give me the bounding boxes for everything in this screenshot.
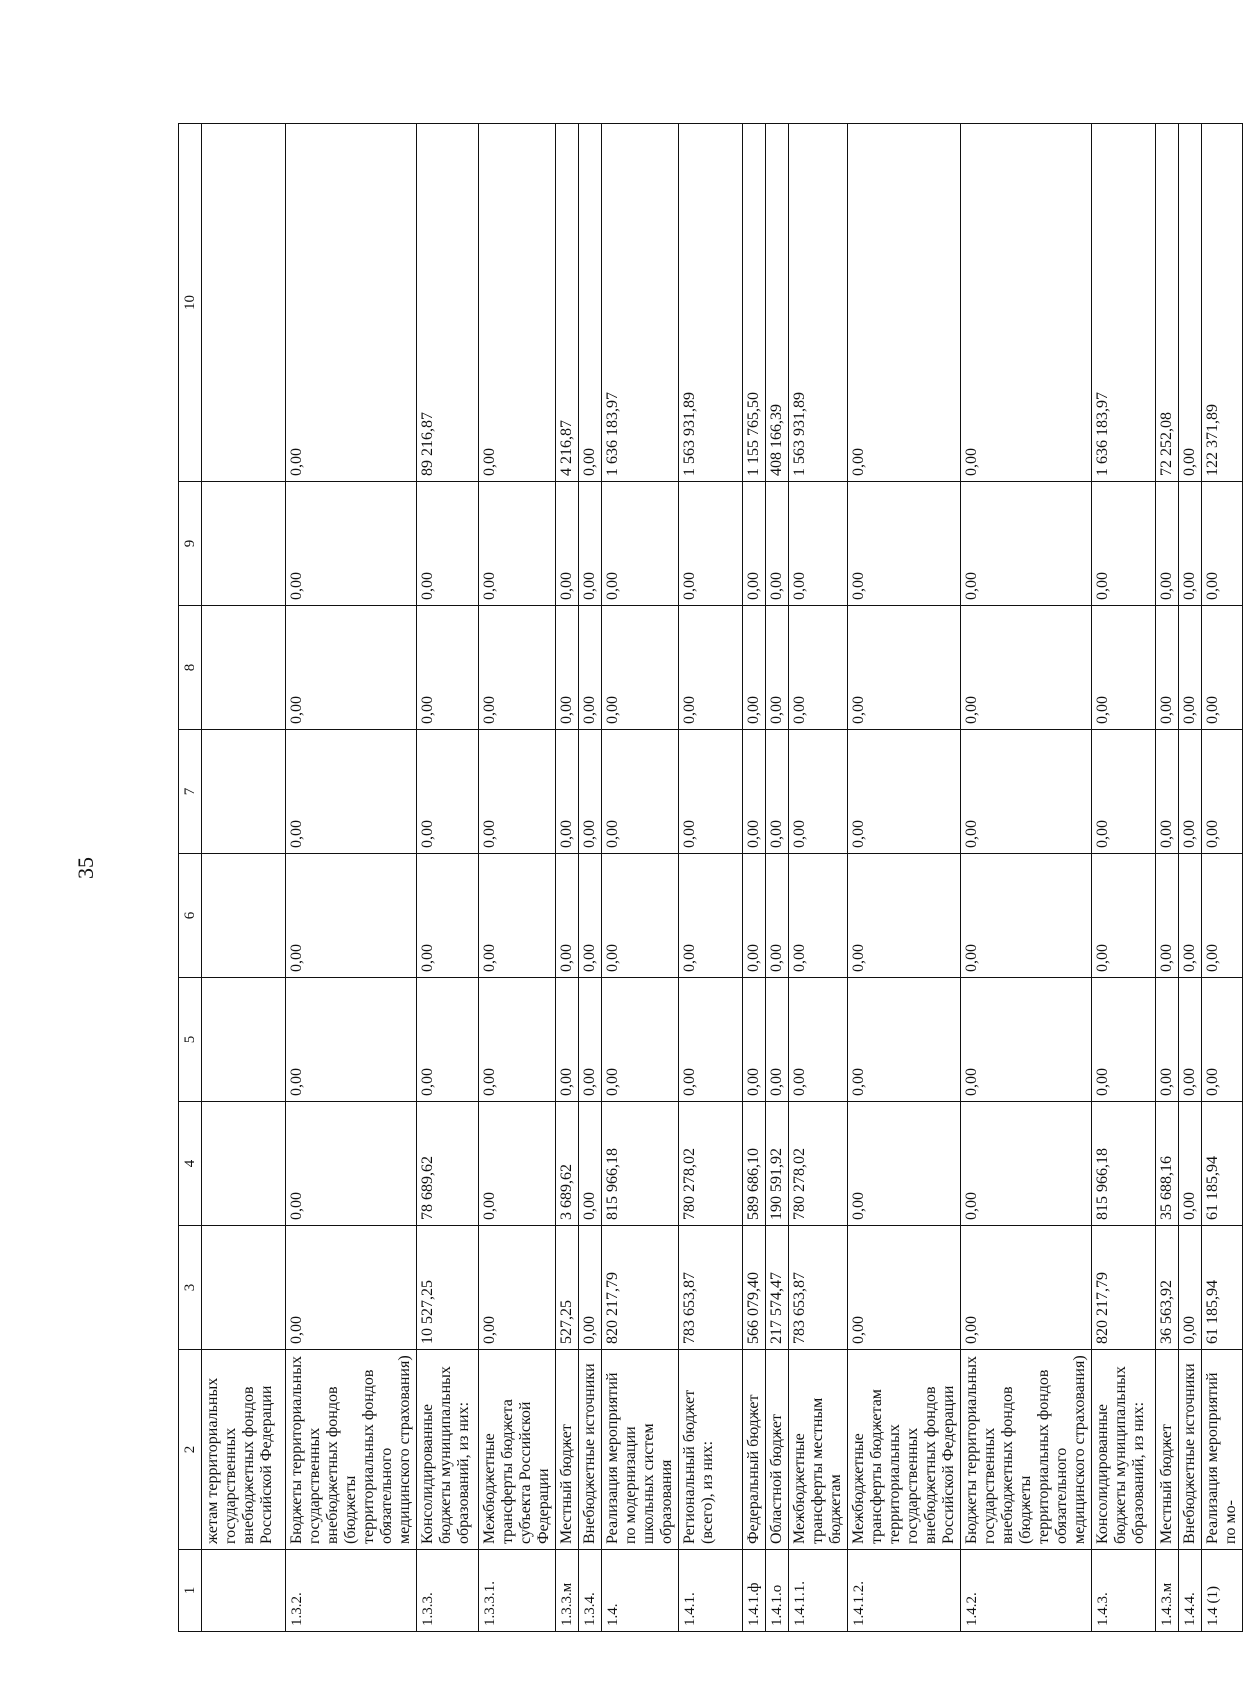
value-cell: 0,00 xyxy=(1092,482,1156,606)
value-cell: 0,00 xyxy=(417,854,479,978)
row-code: 1.3.3.м xyxy=(556,1550,579,1632)
value-cell xyxy=(202,730,286,854)
table-row xyxy=(789,124,848,1632)
value-cell: 0,00 xyxy=(961,124,1092,482)
value-cell: 61 185,94 xyxy=(1202,1102,1243,1226)
row-description: Бюджеты территориальных государственных внебюджетных фондов (бюджеты территориальных фондов обязательного медицинского страхования) xyxy=(286,1350,417,1550)
row-code: 1.4. xyxy=(602,1550,679,1632)
value-cell: 0,00 xyxy=(602,730,679,854)
table-row xyxy=(602,124,679,1632)
row-code: 1.3.2. xyxy=(286,1550,417,1632)
row-description: Местный бюджет xyxy=(1156,1350,1179,1550)
value-cell xyxy=(202,482,286,606)
row-description: Федеральный бюджет xyxy=(743,1350,766,1550)
row-description: Межбюджетные трансферты бюджетам территориальных государственных внебюджетных фондов Российской Федерации xyxy=(848,1350,961,1550)
table-row xyxy=(1156,124,1179,1632)
value-cell: 0,00 xyxy=(743,606,766,730)
header-row xyxy=(179,124,202,1632)
value-cell: 0,00 xyxy=(848,124,961,482)
row-code: 1.3.3.1. xyxy=(479,1550,556,1632)
value-cell xyxy=(202,1226,286,1350)
value-cell: 783 653,87 xyxy=(789,1226,848,1350)
value-cell: 0,00 xyxy=(579,730,602,854)
value-cell: 0,00 xyxy=(1179,606,1202,730)
table-row xyxy=(848,124,961,1632)
value-cell: 0,00 xyxy=(1092,606,1156,730)
header-cell: 4 xyxy=(179,1102,202,1226)
value-cell: 4 216,87 xyxy=(556,124,579,482)
row-description: Местный бюджет xyxy=(556,1350,579,1550)
row-code: 1.4.1.ф xyxy=(743,1550,766,1632)
value-cell: 0,00 xyxy=(789,978,848,1102)
value-cell: 0,00 xyxy=(286,854,417,978)
value-cell: 0,00 xyxy=(1179,124,1202,482)
value-cell xyxy=(202,606,286,730)
row-description: Консолидированные бюджеты муниципальных образований, из них: xyxy=(1092,1350,1156,1550)
row-code: 1.4 (1) xyxy=(1202,1550,1243,1632)
value-cell: 527,25 xyxy=(556,1226,579,1350)
value-cell: 0,00 xyxy=(1202,730,1243,854)
table-row xyxy=(743,124,766,1632)
value-cell: 0,00 xyxy=(679,978,743,1102)
value-cell: 78 689,62 xyxy=(417,1102,479,1226)
value-cell: 0,00 xyxy=(579,978,602,1102)
value-cell: 0,00 xyxy=(848,606,961,730)
value-cell: 0,00 xyxy=(766,730,789,854)
value-cell: 0,00 xyxy=(556,482,579,606)
value-cell: 0,00 xyxy=(1202,606,1243,730)
value-cell: 0,00 xyxy=(1092,978,1156,1102)
value-cell: 0,00 xyxy=(479,482,556,606)
value-cell: 0,00 xyxy=(479,124,556,482)
value-cell: 0,00 xyxy=(1156,978,1179,1102)
value-cell: 0,00 xyxy=(1092,854,1156,978)
value-cell: 0,00 xyxy=(679,730,743,854)
table-row xyxy=(766,124,789,1632)
value-cell: 0,00 xyxy=(602,606,679,730)
value-cell: 0,00 xyxy=(1092,730,1156,854)
value-cell: 0,00 xyxy=(1202,978,1243,1102)
row-description: Внебюджетные источники xyxy=(1179,1350,1202,1550)
value-cell: 0,00 xyxy=(579,124,602,482)
value-cell: 0,00 xyxy=(1179,1226,1202,1350)
value-cell: 0,00 xyxy=(479,1102,556,1226)
value-cell: 820 217,79 xyxy=(1092,1226,1156,1350)
value-cell: 0,00 xyxy=(417,482,479,606)
value-cell: 0,00 xyxy=(602,854,679,978)
value-cell: 0,00 xyxy=(848,482,961,606)
row-code: 1.3.3. xyxy=(417,1550,479,1632)
value-cell: 190 591,92 xyxy=(766,1102,789,1226)
row-code: 1.4.2. xyxy=(961,1550,1092,1632)
row-code: 1.4.1.1. xyxy=(789,1550,848,1632)
header-cell: 9 xyxy=(179,482,202,606)
value-cell: 0,00 xyxy=(556,730,579,854)
value-cell: 35 688,16 xyxy=(1156,1102,1179,1226)
value-cell: 0,00 xyxy=(961,854,1092,978)
table-row xyxy=(556,124,579,1632)
value-cell: 0,00 xyxy=(789,482,848,606)
row-description: Бюджеты территориальных государственных внебюджетных фондов (бюджеты территориальных фондов обязательного медицинского страхования) xyxy=(961,1350,1092,1550)
table-row xyxy=(286,124,417,1632)
value-cell: 0,00 xyxy=(789,854,848,978)
value-cell: 0,00 xyxy=(743,978,766,1102)
value-cell: 0,00 xyxy=(417,730,479,854)
value-cell: 0,00 xyxy=(286,1226,417,1350)
value-cell: 815 966,18 xyxy=(1092,1102,1156,1226)
value-cell: 0,00 xyxy=(766,482,789,606)
row-description: Областной бюджет xyxy=(766,1350,789,1550)
value-cell xyxy=(202,124,286,482)
value-cell: 0,00 xyxy=(1156,730,1179,854)
header-cell: 7 xyxy=(179,730,202,854)
value-cell: 3 689,62 xyxy=(556,1102,579,1226)
row-code: 1.4.4. xyxy=(1179,1550,1202,1632)
value-cell: 1 636 183,97 xyxy=(1092,124,1156,482)
value-cell: 36 563,92 xyxy=(1156,1226,1179,1350)
value-cell: 0,00 xyxy=(1179,482,1202,606)
value-cell: 0,00 xyxy=(961,606,1092,730)
value-cell: 0,00 xyxy=(1156,606,1179,730)
value-cell: 0,00 xyxy=(286,730,417,854)
value-cell: 0,00 xyxy=(579,606,602,730)
table-row xyxy=(479,124,556,1632)
row-description: Межбюджетные трансферты местным бюджетам xyxy=(789,1350,848,1550)
value-cell: 0,00 xyxy=(417,978,479,1102)
value-cell: 0,00 xyxy=(1179,978,1202,1102)
value-cell: 0,00 xyxy=(556,606,579,730)
value-cell: 0,00 xyxy=(961,1226,1092,1350)
value-cell: 0,00 xyxy=(286,482,417,606)
budget-table xyxy=(178,123,1243,1632)
header-cell: 10 xyxy=(179,124,202,482)
value-cell: 0,00 xyxy=(679,606,743,730)
value-cell: 0,00 xyxy=(766,978,789,1102)
value-cell xyxy=(202,1102,286,1226)
value-cell: 0,00 xyxy=(286,606,417,730)
row-description: Реализация мероприятий по модернизации школьных систем образования xyxy=(602,1350,679,1550)
table-row xyxy=(679,124,743,1632)
value-cell: 0,00 xyxy=(679,854,743,978)
value-cell: 217 574,47 xyxy=(766,1226,789,1350)
row-description: Межбюджетные трансферты бюджета субъекта Российской Федерации xyxy=(479,1350,556,1550)
value-cell: 0,00 xyxy=(579,482,602,606)
header-cell: 2 xyxy=(179,1350,202,1550)
value-cell: 780 278,02 xyxy=(679,1102,743,1226)
value-cell: 0,00 xyxy=(286,1102,417,1226)
page-number: 35 xyxy=(73,857,98,879)
row-code: 1.4.1.2. xyxy=(848,1550,961,1632)
value-cell xyxy=(202,978,286,1102)
value-cell: 10 527,25 xyxy=(417,1226,479,1350)
value-cell: 0,00 xyxy=(556,854,579,978)
value-cell: 1 563 931,89 xyxy=(679,124,743,482)
value-cell: 0,00 xyxy=(479,978,556,1102)
value-cell: 780 278,02 xyxy=(789,1102,848,1226)
value-cell: 0,00 xyxy=(961,482,1092,606)
row-code: 1.4.3.м xyxy=(1156,1550,1179,1632)
row-description: Внебюджетные источники xyxy=(579,1350,602,1550)
value-cell: 0,00 xyxy=(286,124,417,482)
value-cell: 0,00 xyxy=(602,482,679,606)
value-cell: 0,00 xyxy=(1179,854,1202,978)
value-cell: 0,00 xyxy=(602,978,679,1102)
value-cell: 0,00 xyxy=(743,730,766,854)
value-cell: 0,00 xyxy=(479,854,556,978)
table-row xyxy=(1202,124,1243,1632)
table-row xyxy=(961,124,1092,1632)
value-cell: 0,00 xyxy=(789,730,848,854)
value-cell: 589 686,10 xyxy=(743,1102,766,1226)
value-cell: 0,00 xyxy=(1202,482,1243,606)
value-cell xyxy=(202,854,286,978)
value-cell: 0,00 xyxy=(961,730,1092,854)
row-code: 1.4.3. xyxy=(1092,1550,1156,1632)
table-row xyxy=(1092,124,1156,1632)
value-cell: 408 166,39 xyxy=(766,124,789,482)
row-description: Консолидированные бюджеты муниципальных образований, из них: xyxy=(417,1350,479,1550)
value-cell: 89 216,87 xyxy=(417,124,479,482)
header-cell: 5 xyxy=(179,978,202,1102)
value-cell: 566 079,40 xyxy=(743,1226,766,1350)
value-cell: 0,00 xyxy=(848,1102,961,1226)
value-cell: 72 252,08 xyxy=(1156,124,1179,482)
rotated-table-container xyxy=(178,124,1239,1632)
value-cell: 0,00 xyxy=(479,606,556,730)
table-row xyxy=(579,124,602,1632)
value-cell: 0,00 xyxy=(1156,482,1179,606)
value-cell: 0,00 xyxy=(848,730,961,854)
value-cell: 0,00 xyxy=(743,482,766,606)
value-cell: 0,00 xyxy=(743,854,766,978)
value-cell: 0,00 xyxy=(417,606,479,730)
row-code: 1.4.1. xyxy=(679,1550,743,1632)
value-cell: 0,00 xyxy=(848,978,961,1102)
value-cell: 0,00 xyxy=(479,730,556,854)
value-cell: 0,00 xyxy=(579,854,602,978)
value-cell: 0,00 xyxy=(789,606,848,730)
header-cell: 6 xyxy=(179,854,202,978)
value-cell: 0,00 xyxy=(961,978,1092,1102)
header-cell: 1 xyxy=(179,1550,202,1632)
value-cell: 0,00 xyxy=(1156,854,1179,978)
value-cell: 0,00 xyxy=(1202,854,1243,978)
value-cell: 0,00 xyxy=(1179,730,1202,854)
value-cell: 1 636 183,97 xyxy=(602,124,679,482)
value-cell: 820 217,79 xyxy=(602,1226,679,1350)
header-cell: 8 xyxy=(179,606,202,730)
header-cell: 3 xyxy=(179,1226,202,1350)
table-row xyxy=(202,124,286,1632)
value-cell: 122 371,89 xyxy=(1202,124,1243,482)
value-cell: 0,00 xyxy=(579,1102,602,1226)
table-row xyxy=(1179,124,1202,1632)
row-code: 1.3.4. xyxy=(579,1550,602,1632)
row-description: Реализация мероприятий по мо- xyxy=(1202,1350,1243,1550)
row-description: Региональный бюджет (всего), из них: xyxy=(679,1350,743,1550)
value-cell: 0,00 xyxy=(479,1226,556,1350)
value-cell: 0,00 xyxy=(556,978,579,1102)
value-cell: 0,00 xyxy=(961,1102,1092,1226)
value-cell: 0,00 xyxy=(579,1226,602,1350)
value-cell: 1 563 931,89 xyxy=(789,124,848,482)
row-description: жетам территориальных государственных внебюджетных фондов Российской Федерации xyxy=(202,1350,286,1550)
value-cell: 0,00 xyxy=(1179,1102,1202,1226)
value-cell: 783 653,87 xyxy=(679,1226,743,1350)
value-cell: 0,00 xyxy=(848,854,961,978)
row-code xyxy=(202,1550,286,1632)
value-cell: 0,00 xyxy=(848,1226,961,1350)
value-cell: 0,00 xyxy=(286,978,417,1102)
value-cell: 815 966,18 xyxy=(602,1102,679,1226)
value-cell: 1 155 765,50 xyxy=(743,124,766,482)
value-cell: 0,00 xyxy=(766,606,789,730)
value-cell: 0,00 xyxy=(679,482,743,606)
row-code: 1.4.1.о xyxy=(766,1550,789,1632)
value-cell: 61 185,94 xyxy=(1202,1226,1243,1350)
table-row xyxy=(417,124,479,1632)
value-cell: 0,00 xyxy=(766,854,789,978)
